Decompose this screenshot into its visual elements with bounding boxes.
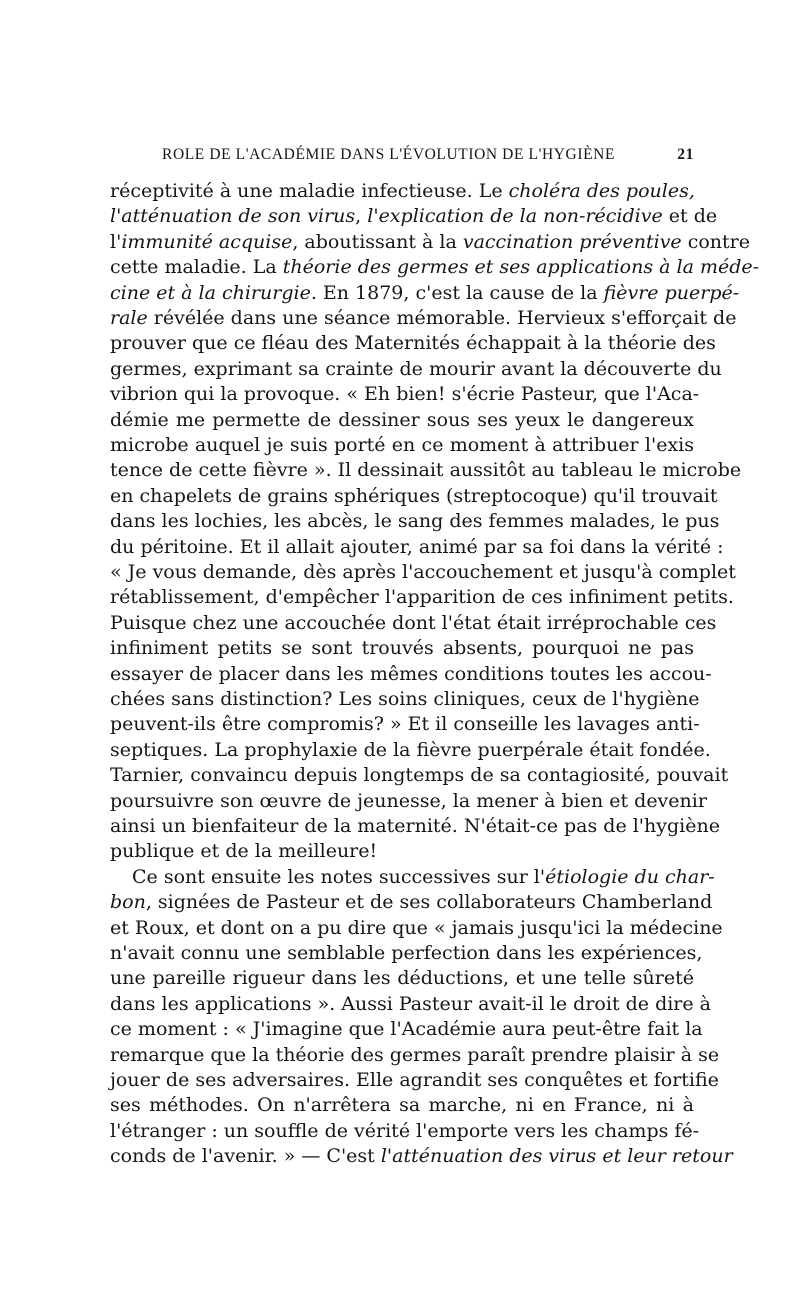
text-run: cette maladie. La xyxy=(110,256,283,279)
italic-phrase: rale xyxy=(110,307,148,329)
text-run: ses méthodes. On n'arrêtera sa marche, ni en France, ni à xyxy=(110,1094,694,1117)
text-line xyxy=(110,1016,703,1042)
text-line xyxy=(110,203,718,229)
text-run: et de xyxy=(662,205,718,228)
text-line xyxy=(110,1067,719,1093)
text-line xyxy=(110,838,694,864)
text-run: tence de cette fièvre ». Il dessinait aussitôt au tableau le microbe xyxy=(110,459,742,482)
text-run: démie me permette de dessiner sous ses yeux le dangereux xyxy=(110,408,694,431)
italic-phrase: étiologie du char- xyxy=(545,865,715,888)
text-run: infiniment petits se sont trouvés absents, pourquoi ne pas xyxy=(110,637,694,660)
text-run: essayer de placer dans les mêmes conditions toutes les accou- xyxy=(110,662,712,685)
text-run: contre xyxy=(681,230,750,253)
text-line xyxy=(110,1118,700,1144)
text-line xyxy=(110,178,694,204)
text-run: poursuivre son œuvre de jeunesse, la mener à bien et devenir xyxy=(110,789,707,812)
text-line xyxy=(110,432,694,458)
text-run: « Je vous demande, dès après l'accouchement et jusqu'à complet xyxy=(110,561,736,583)
text-line xyxy=(110,229,750,255)
text-run: germes, exprimant sa crainte de mourir avant la découverte du xyxy=(110,357,722,380)
text-line xyxy=(110,813,720,839)
text-run: remarque que la théorie des germes paraît prendre plaisir à se xyxy=(110,1043,720,1066)
text-run: l' xyxy=(110,230,122,253)
italic-phrase: cine et à la chirurgie xyxy=(110,281,311,304)
text-line xyxy=(110,737,711,763)
text-run: du péritoine. Et il allait ajouter, animé par sa foi dans la vérité : xyxy=(110,535,724,558)
text-run: réceptivité à une maladie infectieuse. Le xyxy=(110,180,509,202)
text-line xyxy=(110,788,707,814)
text-line xyxy=(110,864,715,890)
text-run: ce moment : « J'imagine que l'Académie aura peut-être fait la xyxy=(110,1018,703,1041)
text-run: révélée dans une séance mémorable. Hervieux s'efforçait de xyxy=(147,307,737,329)
text-run: conds de l'avenir. » — C'est xyxy=(110,1145,381,1168)
text-run: ainsi un bienfaiteur de la maternité. N'était-ce pas de l'hygiène xyxy=(110,815,720,837)
text-line xyxy=(110,686,700,712)
text-run: une pareille rigueur dans les déductions, et une telle sûreté xyxy=(110,967,694,990)
text-line xyxy=(110,280,740,306)
text-run: , xyxy=(355,205,368,228)
text-run: chées sans distinction? Les soins cliniques, ceux de l'hygiène xyxy=(110,688,700,710)
text-run: jouer de ses adversaires. Elle agrandit ses conquêtes et fortifie xyxy=(110,1069,719,1091)
text-run: Ce sont ensuite les notes successives sur l' xyxy=(132,865,546,888)
text-line xyxy=(110,915,723,941)
italic-phrase: vaccination préventive xyxy=(462,230,682,253)
text-run: Puisque chez une accouchée dont l'état était irréprochable ces xyxy=(110,611,717,634)
text-line xyxy=(110,381,700,407)
text-run: rétablissement, d'empêcher l'apparition de ces infiniment petits. xyxy=(110,586,734,609)
italic-phrase: l'explication de la non-récidive xyxy=(367,205,663,228)
text-line xyxy=(110,635,694,661)
text-line xyxy=(110,457,742,483)
text-run: . En 1879, c'est la cause de la xyxy=(310,281,604,304)
text-line xyxy=(110,965,694,991)
text-run: publique et de la meilleure! xyxy=(110,840,378,863)
italic-phrase: choléra des poules, xyxy=(508,180,695,202)
text-run: en chapelets de grains sphériques (streptocoque) qu'il trouvait xyxy=(110,484,718,507)
italic-phrase: fièvre puerpé- xyxy=(603,281,740,304)
text-run: Tarnier, convaincu depuis longtemps de sa contagiosité, pouvait xyxy=(110,764,729,787)
page-number: 21 xyxy=(677,146,694,163)
text-line xyxy=(110,610,717,636)
text-line xyxy=(110,483,718,509)
italic-phrase: bon xyxy=(110,891,146,914)
text-line xyxy=(110,889,713,915)
text-run: n'avait connu une semblable perfection dans les expériences, xyxy=(110,942,703,964)
text-line xyxy=(110,534,724,560)
text-line xyxy=(110,1042,720,1068)
text-run: dans les lochies, les abcès, le sang des femmes malades, le pus xyxy=(110,510,720,533)
text-run: l'étranger : un souffle de vérité l'emporte vers les champs fé- xyxy=(110,1119,700,1142)
italic-phrase: l'atténuation des virus et leur retour xyxy=(380,1145,733,1168)
text-run: prouver que ce fléau des Maternités échappait à la théorie des xyxy=(110,332,716,355)
text-run: , aboutissant à la xyxy=(292,230,463,253)
text-line xyxy=(110,559,736,585)
text-run: , signées de Pasteur et de ses collaborateurs Chamberland xyxy=(145,891,713,914)
text-line xyxy=(110,356,722,382)
text-line xyxy=(110,762,729,788)
running-header xyxy=(110,146,694,170)
text-run: vibrion qui la provoque. « Eh bien! s'écrie Pasteur, que l'Aca- xyxy=(110,383,700,406)
running-title: ROLE DE L'ACADÉMIE DANS L'ÉVOLUTION DE L'HYGIÈNE xyxy=(162,146,616,163)
text-line xyxy=(110,407,694,433)
text-run: peuvent-ils être compromis? » Et il conseille les lavages anti- xyxy=(110,713,700,736)
italic-phrase: théorie des germes et ses applications à la méde- xyxy=(282,256,760,279)
text-run: microbe auquel je suis porté en ce moment à attribuer l'exis xyxy=(110,434,694,456)
text-line xyxy=(110,991,711,1017)
text-run: septiques. La prophylaxie de la fièvre puerpérale était fondée. xyxy=(110,738,711,761)
text-line xyxy=(110,508,720,534)
text-line xyxy=(110,1143,733,1169)
text-line xyxy=(110,1092,694,1118)
italic-phrase: immunité acquise xyxy=(121,230,293,253)
text-line xyxy=(110,940,703,966)
text-line xyxy=(110,661,712,687)
text-run: et Roux, et dont on a pu dire que « jamais jusqu'ici la médecine xyxy=(110,916,723,939)
italic-phrase: l'atténuation de son virus xyxy=(110,205,356,228)
text-line xyxy=(110,711,700,737)
text-run: dans les applications ». Aussi Pasteur avait-il le droit de dire à xyxy=(110,992,711,1015)
text-line xyxy=(110,584,734,610)
text-line xyxy=(110,330,716,356)
text-line xyxy=(110,305,737,331)
text-line xyxy=(110,254,760,280)
